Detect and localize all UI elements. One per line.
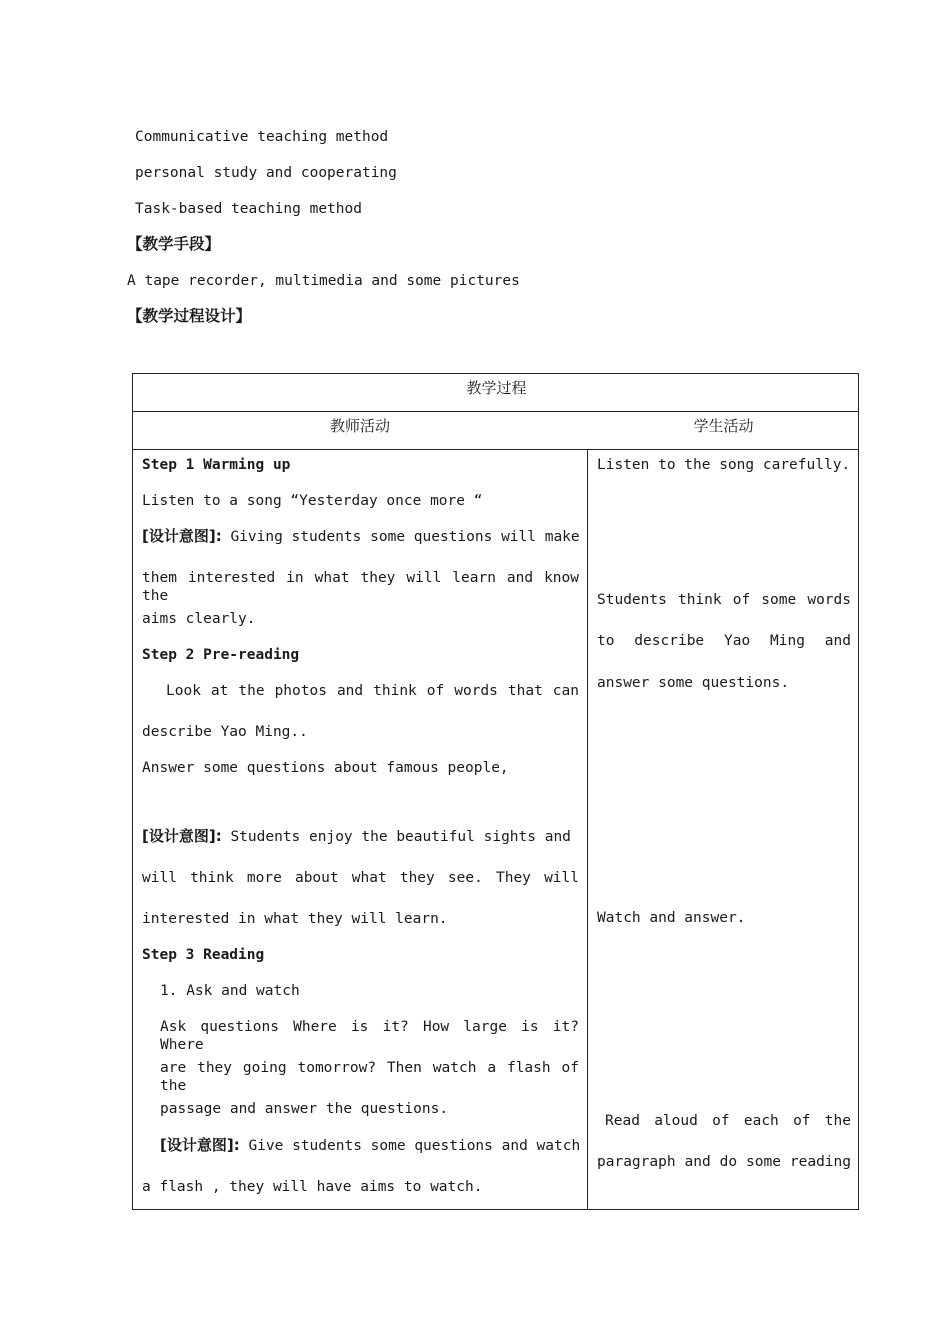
table-column-divider: [587, 449, 588, 1209]
design-intent-label: [设计意图]:: [160, 1136, 240, 1154]
process-table: [132, 373, 859, 1210]
design-intent-3-line2: a flash , they will have aims to watch.: [142, 1179, 483, 1195]
student-activity-1: Listen to the song carefully.: [597, 457, 851, 473]
table-title: 教学过程: [466, 379, 527, 397]
student-activity-2-line3: answer some questions.: [597, 675, 790, 691]
student-activity-2-line2: to describe Yao Ming and: [597, 633, 851, 649]
step3-item: 1. Ask and watch: [160, 983, 300, 999]
table-divider: [133, 411, 858, 412]
step3-line2: are they going tomorrow? Then watch a flash of the: [160, 1060, 579, 1094]
student-activity-4-line1: Read aloud of each of the: [605, 1113, 851, 1129]
student-activity-4-line2: paragraph and do some reading: [597, 1154, 851, 1170]
student-activity-3: Watch and answer.: [597, 910, 746, 926]
column-header-teacher: 教师活动: [329, 417, 390, 435]
design-intent-1-line2: them interested in what they will learn and know the: [142, 570, 579, 604]
step3-title: Step 3 Reading: [142, 947, 265, 963]
design-intent-label: [设计意图]:: [142, 527, 222, 545]
step3-line1: Ask questions Where is it? How large is it? Where: [160, 1019, 579, 1053]
design-intent-3: [160, 1136, 580, 1155]
heading-teaching-means: 【教学手段】: [127, 235, 221, 253]
design-intent-2: [142, 827, 571, 846]
method-line-1: Communicative teaching method: [135, 129, 389, 145]
design-intent-1: [142, 527, 580, 546]
method-line-2: personal study and cooperating: [135, 165, 397, 181]
design-intent-2-line2: will think more about what they see. They will: [142, 870, 579, 886]
step2-title: Step 2 Pre-reading: [142, 647, 300, 663]
step1-title: Step 1 Warming up: [142, 457, 291, 473]
method-line-3: Task-based teaching method: [135, 201, 362, 217]
column-header-student: 学生活动: [693, 417, 754, 435]
design-intent-text: Giving students some questions will make: [221, 529, 580, 545]
table-divider: [133, 449, 858, 450]
step2-line1: Look at the photos and think of words that can: [166, 683, 579, 699]
teaching-means-text: A tape recorder, multimedia and some pictures: [127, 273, 520, 289]
heading-teaching-process: 【教学过程设计】: [127, 307, 252, 325]
design-intent-text: Give students some questions and watch: [239, 1138, 581, 1154]
design-intent-1-line3: aims clearly.: [142, 611, 256, 627]
step2-line3: Answer some questions about famous people,: [142, 760, 509, 776]
step1-text: Listen to a song “Yesterday once more “: [142, 493, 483, 509]
step2-line2: describe Yao Ming..: [142, 724, 308, 740]
design-intent-label: [设计意图]:: [142, 827, 222, 845]
student-activity-2-line1: Students think of some words: [597, 592, 851, 608]
design-intent-text: Students enjoy the beautiful sights and: [221, 829, 571, 845]
design-intent-2-line3: interested in what they will learn.: [142, 911, 448, 927]
step3-line3: passage and answer the questions.: [160, 1101, 449, 1117]
